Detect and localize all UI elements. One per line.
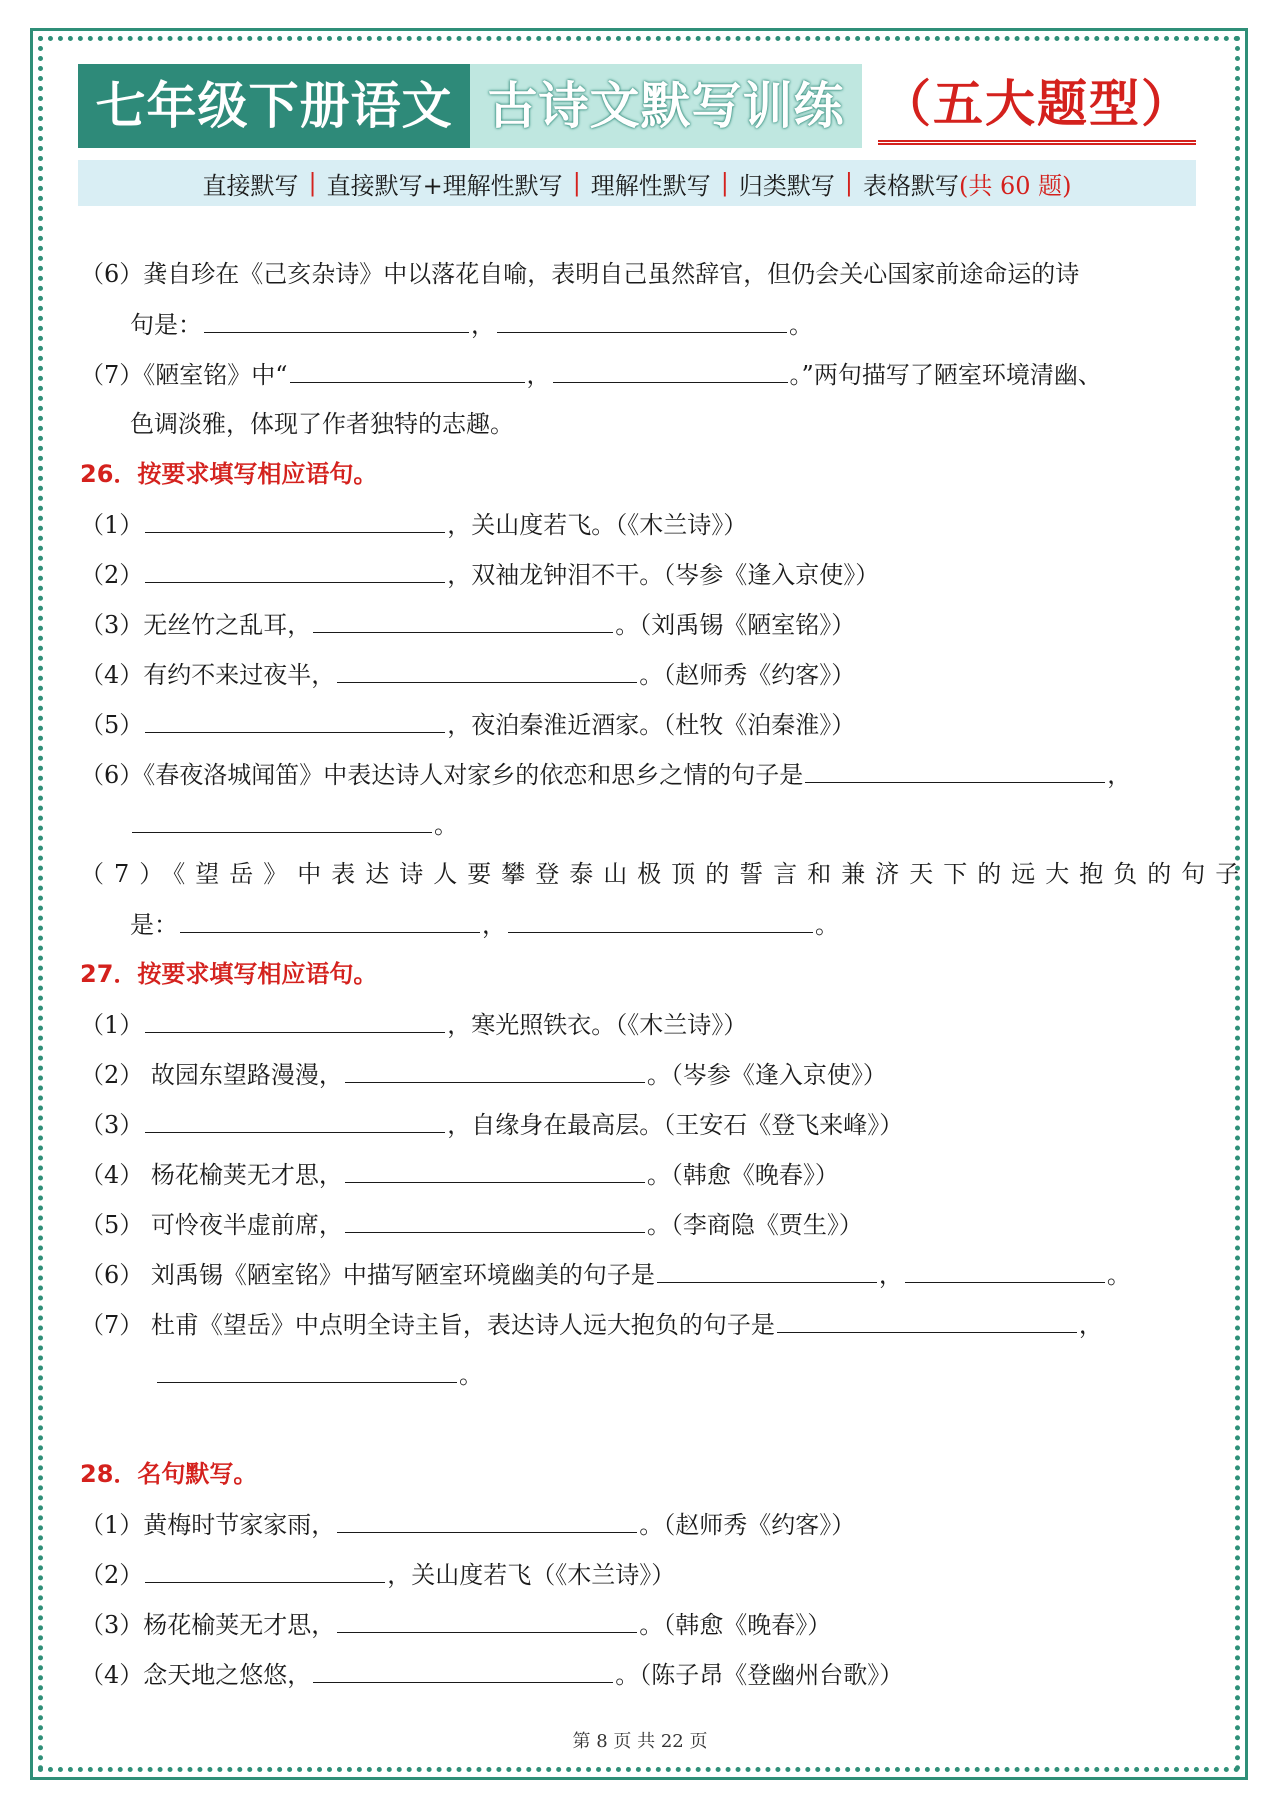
answer-blank[interactable] (132, 804, 432, 833)
answer-blank[interactable] (180, 904, 480, 933)
answer-blank[interactable] (805, 754, 1105, 783)
q25-item6-line2: 句是： ， 。 (130, 304, 813, 344)
q26-item5: （5） ，夜泊秦淮近酒家。（杜牧《泊秦淮》） (80, 704, 855, 744)
q27-title: 27．按要求填写相应语句。 (80, 960, 378, 988)
q28-item1: （1）黄梅时节家家雨， 。（赵师秀《约客》） (80, 1504, 855, 1544)
q26-item6-line2: 。 (130, 804, 458, 844)
answer-blank[interactable] (313, 1654, 613, 1683)
answer-blank[interactable] (905, 1254, 1105, 1283)
answer-blank[interactable] (313, 604, 613, 633)
q27-item7-line2: 。 (155, 1354, 483, 1394)
q27-item2: （2） 故园东望路漫漫， 。（岑参《逢入京使》） (80, 1054, 887, 1094)
separator: | (308, 169, 317, 197)
answer-blank[interactable] (508, 904, 813, 933)
title-types: （五大题型） (878, 64, 1196, 145)
answer-blank[interactable] (145, 1104, 445, 1133)
q26-item6-line1: （6）《春夜洛城闻笛》中表达诗人对家乡的依恋和思乡之情的句子是 ， (80, 754, 1131, 794)
answer-blank[interactable] (337, 654, 637, 683)
answer-blank[interactable] (345, 1154, 645, 1183)
q26-item7-line1: （7）《望岳》中表达诗人要攀登泰山极顶的誓言和兼济天下的远大抱负的句子 (80, 860, 1250, 888)
answer-blank[interactable] (204, 304, 469, 333)
type-category: 归类默写 (738, 171, 835, 200)
answer-blank[interactable] (337, 1504, 637, 1533)
q25-item6-line1: （6）龚自珍在《己亥杂诗》中以落花自喻，表明自己虽然辞官，但仍会关心国家前途命运的诗 (80, 260, 1080, 288)
title-topic: 古诗文默写训练 (470, 64, 862, 148)
type-direct: 直接默写 (202, 171, 299, 200)
answer-blank[interactable] (145, 1004, 445, 1033)
q26-title: 26．按要求填写相应语句。 (80, 460, 378, 488)
q26-item3: （3）无丝竹之乱耳， 。（刘禹锡《陋室铭》） (80, 604, 855, 644)
question-type-bar (78, 160, 1196, 206)
separator: | (720, 169, 729, 197)
q27-item3: （3） ，自缘身在最高层。（王安石《登飞来峰》） (80, 1104, 903, 1144)
q26-item4: （4）有约不来过夜半， 。（赵师秀《约客》） (80, 654, 855, 694)
separator: | (572, 169, 581, 197)
q27-item6: （6） 刘禹锡《陋室铭》中描写陋室环境幽美的句子是 ， 。 (80, 1254, 1131, 1294)
q26-item2: （2） ，双袖龙钟泪不干。（岑参《逢入京使》） (80, 554, 879, 594)
q26-item1: （1） ，关山度若飞。（《木兰诗》） (80, 504, 747, 544)
q26-item7-line2: 是： ， 。 (130, 904, 839, 944)
answer-blank[interactable] (657, 1254, 877, 1283)
q25-item7-line1: （7）《陋室铭》中“ ， 。”两句描写了陋室环境清幽、 (80, 354, 1102, 394)
answer-blank[interactable] (553, 354, 788, 383)
page-number: 第 8 页 共 22 页 (572, 1731, 708, 1752)
q28-item4: （4）念天地之悠悠， 。（陈子昂《登幽州台歌》） (80, 1654, 903, 1694)
answer-blank[interactable] (497, 304, 787, 333)
type-direct-understanding: 直接默写+理解性默写 (326, 171, 563, 200)
answer-blank[interactable] (345, 1204, 645, 1233)
answer-blank[interactable] (145, 554, 445, 583)
answer-blank[interactable] (157, 1354, 457, 1383)
q28-item3: （3）杨花榆荚无才思， 。（韩愈《晚春》） (80, 1604, 831, 1644)
answer-blank[interactable] (290, 354, 525, 383)
page-header (78, 64, 1196, 148)
answer-blank[interactable] (777, 1304, 1077, 1333)
q27-item7-line1: （7） 杜甫《望岳》中点明全诗主旨，表达诗人远大抱负的句子是 ， (80, 1304, 1103, 1344)
answer-blank[interactable] (145, 1554, 385, 1583)
question-count: (共 60 题) (958, 171, 1072, 200)
q27-item5: （5） 可怜夜半虚前席， 。（李商隐《贾生》） (80, 1204, 863, 1244)
answer-blank[interactable] (145, 504, 445, 533)
answer-blank[interactable] (337, 1604, 637, 1633)
q28-title: 28．名句默写。 (80, 1460, 258, 1488)
answer-blank[interactable] (345, 1054, 645, 1083)
title-grade: 七年级下册语文 (78, 64, 470, 148)
type-understanding: 理解性默写 (590, 171, 711, 200)
separator: | (844, 169, 853, 197)
q28-item2: （2） ，关山度若飞（《木兰诗》） (80, 1554, 675, 1594)
q27-item1: （1） ，寒光照铁衣。（《木兰诗》） (80, 1004, 747, 1044)
q25-item7-line2: 色调淡雅，体现了作者独特的志趣。 (130, 410, 514, 438)
answer-blank[interactable] (145, 704, 445, 733)
type-table: 表格默写 (862, 171, 959, 200)
q27-item4: （4） 杨花榆荚无才思， 。（韩愈《晚春》） (80, 1154, 839, 1194)
